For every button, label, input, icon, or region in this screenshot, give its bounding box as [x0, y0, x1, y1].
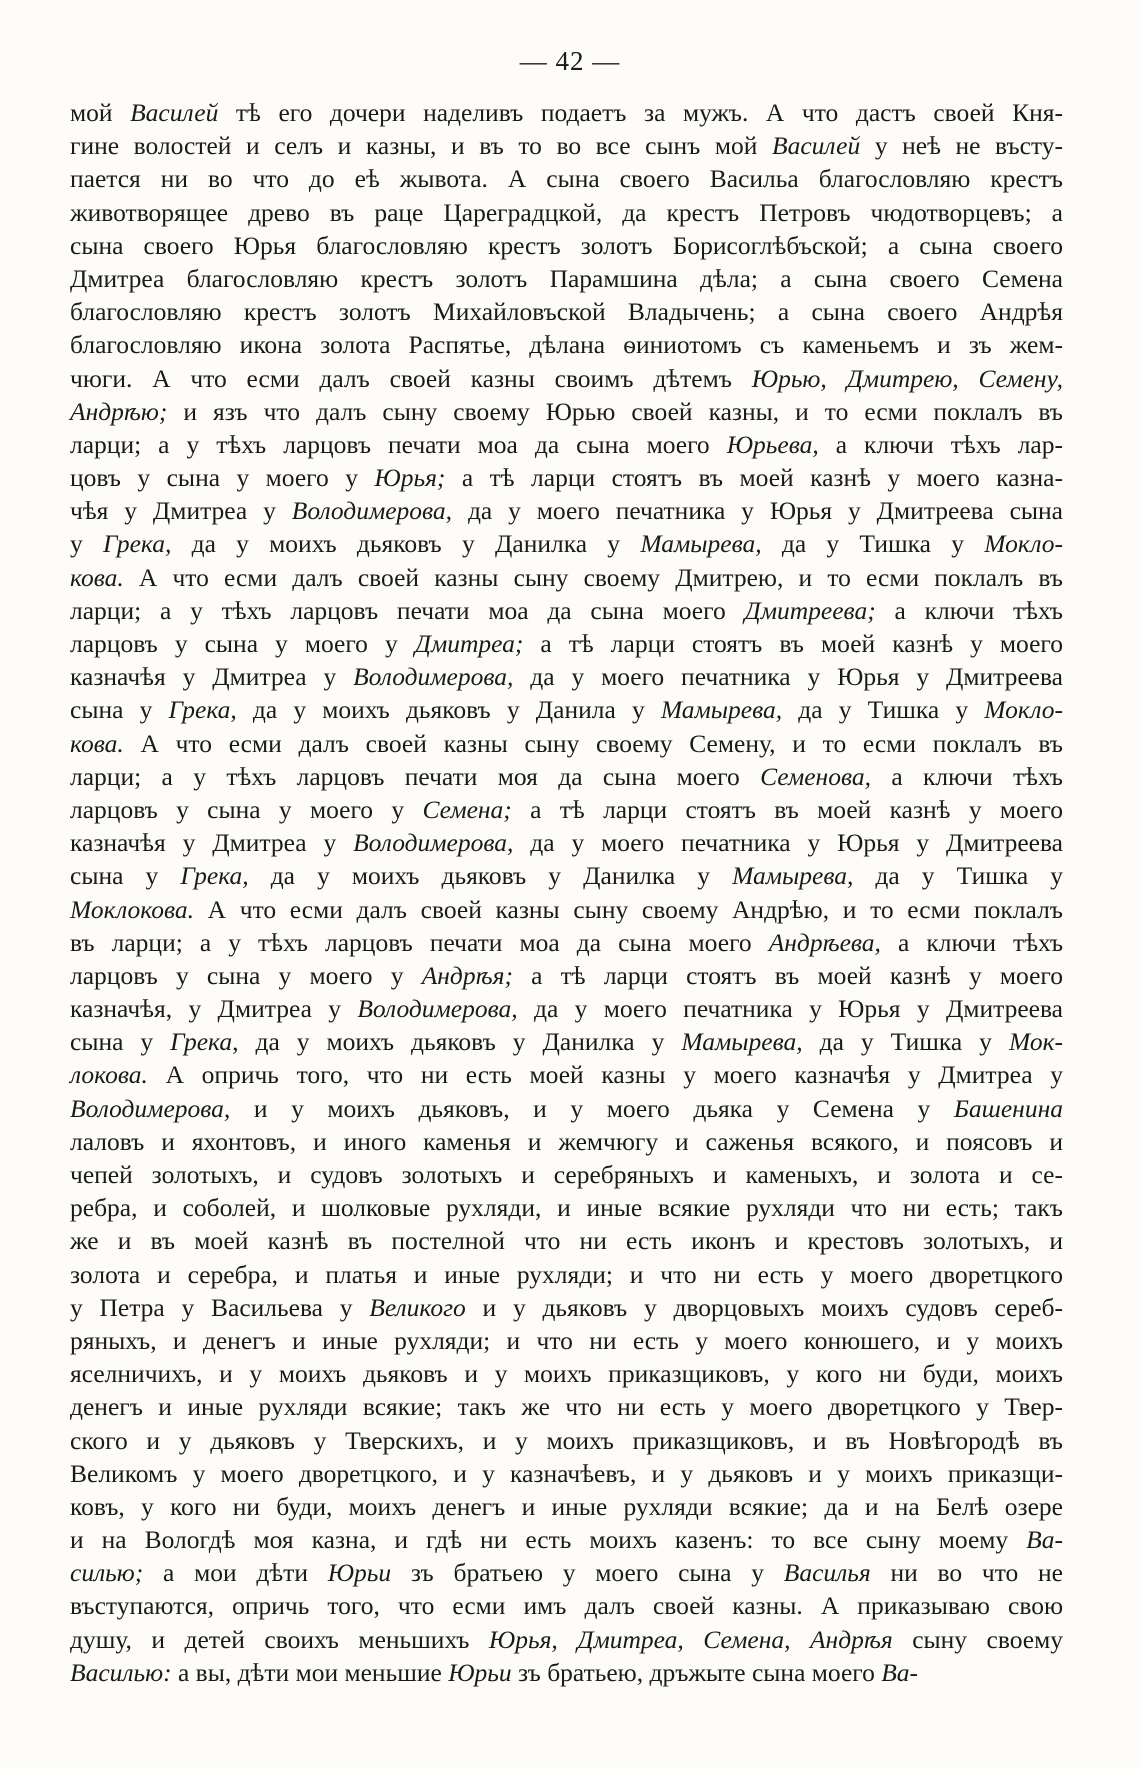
text-span: у Петра у Васильева у [70, 1292, 370, 1322]
text-span: у неѣ не въсту- [860, 131, 1064, 161]
text-span: А что есми далъ своей казны сыну своему Дмитрею, и то есми поклалъ въ [123, 562, 1063, 592]
text-line [70, 1092, 1063, 1125]
text-span: зъ братьею у моего сына у [391, 1558, 784, 1588]
text-span: у [70, 529, 104, 559]
text-span: а тѣ ларци стоятъ въ моей казнѣ у моего [512, 960, 1063, 990]
italic-name-span: Мамырева, [640, 529, 762, 559]
italic-name-span: Башенина [953, 1093, 1063, 1123]
text-line [70, 1258, 1063, 1291]
text-span: да у моихъ дьяковъ у Данилка у [171, 529, 641, 559]
italic-name-span: Василья [783, 1558, 871, 1588]
text-span: ребра, и соболей, и шолковые рухляди, и иные всякие рухляди что ни есть; такъ [70, 1193, 1063, 1223]
text-line [70, 1589, 1063, 1622]
text-line [70, 893, 1063, 926]
text-span: и язъ что далъ сыну своему Юрью своей казны, и то есми поклалъ въ [167, 396, 1063, 426]
text-line [70, 826, 1063, 859]
italic-name-span: локова. [70, 1060, 148, 1090]
text-span: Дмитреа благословляю крестъ золотъ Парамшина дѣла; а сына своего Семена [70, 263, 1063, 293]
italic-name-span: Ва- [881, 1657, 919, 1687]
text-span: въступаются, опричь того, что есми имъ далъ своей казны. А приказываю свою [70, 1591, 1063, 1621]
italic-name-span: Грека, [170, 1027, 239, 1057]
italic-name-span: Василей [772, 131, 861, 161]
text-span: а ключи тѣхъ [870, 761, 1063, 791]
italic-name-span: Грека, [103, 529, 172, 559]
text-line [70, 926, 1063, 959]
italic-name-span: Мокло- [984, 695, 1063, 725]
text-line [70, 1224, 1063, 1257]
text-span: лаловъ и яхонтовъ, и иного каменья и жемчюгу и саженья всякого, и поясовъ и [70, 1126, 1063, 1156]
italic-name-span: Семена; [422, 794, 512, 824]
text-span: ларци; а у тѣхъ ларцовъ печати моа да сына моего [70, 595, 745, 625]
italic-name-span: силью; [70, 1558, 144, 1588]
italic-name-span: Дмитреева; [744, 595, 876, 625]
text-span: да у моего печатника у Юрья у Дмитреева [517, 994, 1063, 1024]
text-span: денегъ и иные рухляди всякие; такъ же что ни есть у моего дворетцкого у Твер- [70, 1392, 1063, 1422]
text-line [70, 693, 1063, 726]
text-span: ларцовъ у сына у моего у [70, 629, 415, 658]
italic-name-span: Великого [369, 1292, 466, 1322]
text-line [70, 1291, 1063, 1324]
text-line [70, 1457, 1063, 1490]
text-line [70, 1390, 1063, 1423]
text-span: и у дьяковъ у дворцовыхъ моихъ судовъ сереб- [465, 1292, 1063, 1322]
italic-name-span: Мокло- [984, 529, 1064, 559]
text-span: да у Тишка у [853, 861, 1063, 891]
text-span: а тѣ ларци стоятъ въ моей казнѣ у моего [511, 794, 1063, 824]
italic-name-span: Юрью, Дмитрею, Семену, [751, 363, 1063, 393]
text-span: а тѣ ларци стоятъ въ моей казнѣ у моего казна- [445, 463, 1063, 493]
text-span: да у моихъ дьяковъ у Данила у [236, 695, 661, 725]
italic-name-span: Юрьи [448, 1657, 512, 1687]
text-line [70, 494, 1063, 527]
text-span: а тѣ ларци стоятъ въ моей казнѣ у моего [523, 629, 1063, 658]
italic-name-span: Андрѣя; [421, 960, 513, 990]
text-line [70, 1058, 1063, 1091]
text-line [70, 793, 1063, 826]
text-span: Великомъ у моего дворетцкого, и у казначѣевъ, и у дьяковъ и у моихъ приказщи- [70, 1458, 1063, 1488]
text-span: ларцовъ у сына у моего у [70, 794, 423, 824]
text-line [70, 1357, 1063, 1390]
text-line [70, 992, 1063, 1025]
text-span: ни во что не [870, 1558, 1063, 1588]
italic-name-span: Мок- [1008, 1027, 1063, 1057]
text-line [70, 461, 1063, 494]
text-span: да у моего печатника у Юрья у Дмитреева сына [452, 496, 1063, 526]
text-line [70, 1523, 1063, 1556]
text-line [70, 1324, 1063, 1357]
italic-name-span: Дмитреа; [414, 629, 524, 658]
text-span: А что есми далъ своей казны сыну своему Семену, и то есми поклалъ въ [123, 728, 1063, 758]
text-span: да у моихъ дьяковъ у Данилка у [238, 1027, 682, 1057]
text-line [70, 561, 1063, 594]
text-span: казначѣя у Дмитреа у [70, 662, 354, 692]
text-line [70, 1191, 1063, 1224]
text-span: душу, и детей своихъ меньшихъ [70, 1624, 489, 1654]
text-span: яселничихъ, и у моихъ дьяковъ и у моихъ приказщиковъ, у кого ни буди, моихъ [70, 1359, 1063, 1389]
text-span: ковъ, у кого ни буди, моихъ денегъ и иные рухляди всякие; да и на Белѣ озере [70, 1491, 1063, 1521]
italic-name-span: Семенова, [760, 761, 871, 791]
text-span: сына у [70, 1027, 171, 1057]
text-line [70, 262, 1063, 295]
text-line [70, 1656, 1063, 1689]
text-span: да у Тишка у [782, 695, 985, 725]
text-line [70, 527, 1063, 560]
italic-name-span: Юрья; [374, 463, 446, 493]
italic-name-span: Ва- [1026, 1525, 1063, 1555]
text-line [70, 196, 1063, 229]
text-line [70, 362, 1063, 395]
italic-name-span: Володимерова, [353, 662, 514, 692]
text-span: пается ни во что до еѣ жывота. А сына своего Васильа благословляю крестъ [70, 164, 1063, 194]
italic-name-span: Грека, [168, 695, 237, 725]
text-line [70, 1125, 1063, 1158]
text-span: ларци; а у тѣхъ ларцовъ печати моа да сына моего [70, 429, 727, 459]
text-span: казначѣя, у Дмитреа у [70, 994, 358, 1024]
text-span: золота и серебра, и платья и иные рухляди; и что ни есть у моего дворетцкого [70, 1259, 1063, 1289]
italic-name-span: Грека, [180, 861, 249, 891]
text-line [70, 727, 1063, 760]
text-span: мой [70, 98, 131, 127]
italic-name-span: Василей [130, 98, 219, 127]
italic-name-span: Володимерова, [353, 828, 514, 858]
text-span: ларци; а у тѣхъ ларцовъ печати моя да сына моего [70, 761, 761, 791]
text-span: ского и у дьяковъ у Тверскихъ, и у моихъ приказщиковъ, и въ Новѣгородѣ въ [70, 1425, 1063, 1455]
text-span: благословляю крестъ золотъ Михайловъской Владычень; а сына своего Андрѣя [70, 297, 1063, 327]
italic-name-span: Юрья, Дмитреа, Семена, Андрѣя [488, 1624, 893, 1654]
text-line [70, 1623, 1063, 1656]
page-number: — 42 — [519, 46, 621, 76]
text-line [70, 1025, 1063, 1058]
text-span: а ключи тѣхъ [875, 595, 1063, 625]
text-span: да у Тишка у [761, 529, 985, 559]
text-line [70, 1158, 1063, 1191]
text-line [70, 660, 1063, 693]
text-line [70, 229, 1063, 262]
text-span: благословляю икона золота Распятье, дѣлана ѳиниотомъ съ каменьемъ и зъ жем- [70, 330, 1063, 360]
italic-name-span: Володимерова, [291, 496, 453, 526]
italic-name-span: Андрѣева, [768, 927, 881, 957]
text-span: да у Тишка у [802, 1027, 1009, 1057]
italic-name-span: Василью: [70, 1657, 172, 1687]
text-line [70, 760, 1063, 793]
italic-name-span: Володимерова, [70, 1093, 231, 1123]
text-span: а мои дѣти [143, 1558, 328, 1588]
italic-name-span: Моклокова. [70, 894, 194, 924]
italic-name-span: Мамырева, [681, 1027, 803, 1057]
text-span: сына своего Юрья благословляю крестъ золотъ Борисоглѣбъской; а сына своего [70, 230, 1063, 260]
text-span: тѣ его дочери наделивъ подаетъ за мужъ. А что дастъ своей Кня- [218, 98, 1063, 127]
text-span: чепей золотыхъ, и судовъ золотыхъ и серебряныхъ и каменыхъ, и золота и се- [70, 1160, 1063, 1189]
text-span: животворящее древо въ раце Цареградцкой, да крестъ Петровъ чюдотворцевъ; а [70, 197, 1063, 227]
text-line [70, 295, 1063, 328]
text-span: да у моего печатника у Юрья у Дмитреева [513, 662, 1063, 692]
italic-name-span: кова. [70, 728, 124, 758]
body-text [70, 96, 1063, 1689]
text-line [70, 959, 1063, 992]
italic-name-span: Андрѣю; [70, 396, 168, 426]
text-line [70, 328, 1063, 361]
text-span: сыну своему [892, 1624, 1063, 1654]
text-span: цовъ у сына у моего у [70, 463, 375, 493]
text-span: ларцовъ у сына у моего у [70, 960, 422, 990]
text-line [70, 129, 1063, 162]
text-span: гине волостей и селъ и казны, и въ то во все сынъ мой [70, 131, 773, 161]
text-span: чюги. А что есми далъ своей казны своимъ дѣтемъ [70, 363, 752, 393]
text-span: ряныхъ, и денегъ и иные рухляди; и что ни есть у моего конюшего, и у моихъ [70, 1325, 1063, 1355]
text-span: казначѣя у Дмитреа у [70, 828, 354, 858]
text-line [70, 594, 1063, 627]
text-span: а ключи тѣхъ [880, 927, 1063, 957]
text-span: чѣя у Дмитреа у [70, 496, 292, 526]
text-span: въ ларци; а у тѣхъ ларцовъ печати моа да сына моего [70, 927, 769, 957]
text-span: да у моего печатника у Юрья у Дмитреева [513, 828, 1063, 858]
text-span: а вы, дѣти мои меньшие [171, 1657, 449, 1687]
text-line [70, 1490, 1063, 1523]
text-span: А что есми далъ своей казны сыну своему Андрѣю, и то есми поклалъ [193, 894, 1063, 924]
text-span: а ключи тѣхъ лар- [818, 429, 1063, 459]
text-span: да у моихъ дьяковъ у Данилка у [248, 861, 733, 891]
text-span: и у моихъ дьяковъ, и у моего дьяка у Семена у [230, 1093, 954, 1123]
italic-name-span: Юрьева, [726, 429, 819, 459]
italic-name-span: Мамырева, [660, 695, 783, 725]
italic-name-span: Володимерова, [357, 994, 518, 1024]
text-line [70, 859, 1063, 892]
text-line [70, 627, 1063, 660]
text-span: и на Вологдѣ моя казна, и гдѣ ни есть моихъ казенъ: то все сыну моему [70, 1525, 1027, 1555]
text-span: сына у [70, 861, 181, 891]
italic-name-span: Юрьи [327, 1558, 392, 1588]
text-line [70, 395, 1063, 428]
text-line [70, 162, 1063, 195]
text-line [70, 428, 1063, 461]
italic-name-span: кова. [70, 562, 124, 592]
italic-name-span: Мамырева, [732, 861, 854, 891]
text-span: зъ братьею, дръжыте сына моего [511, 1657, 882, 1687]
text-line [70, 1424, 1063, 1457]
text-span: сына у [70, 695, 169, 725]
text-span: А опричь того, что ни есть моей казны у моего казначѣя у Дмитреа у [147, 1060, 1063, 1090]
text-span: же и въ моей казнѣ въ постелной что ни есть иконъ и крестовъ золотыхъ, и [70, 1226, 1063, 1256]
text-line [70, 1556, 1063, 1589]
text-line [70, 96, 1063, 129]
